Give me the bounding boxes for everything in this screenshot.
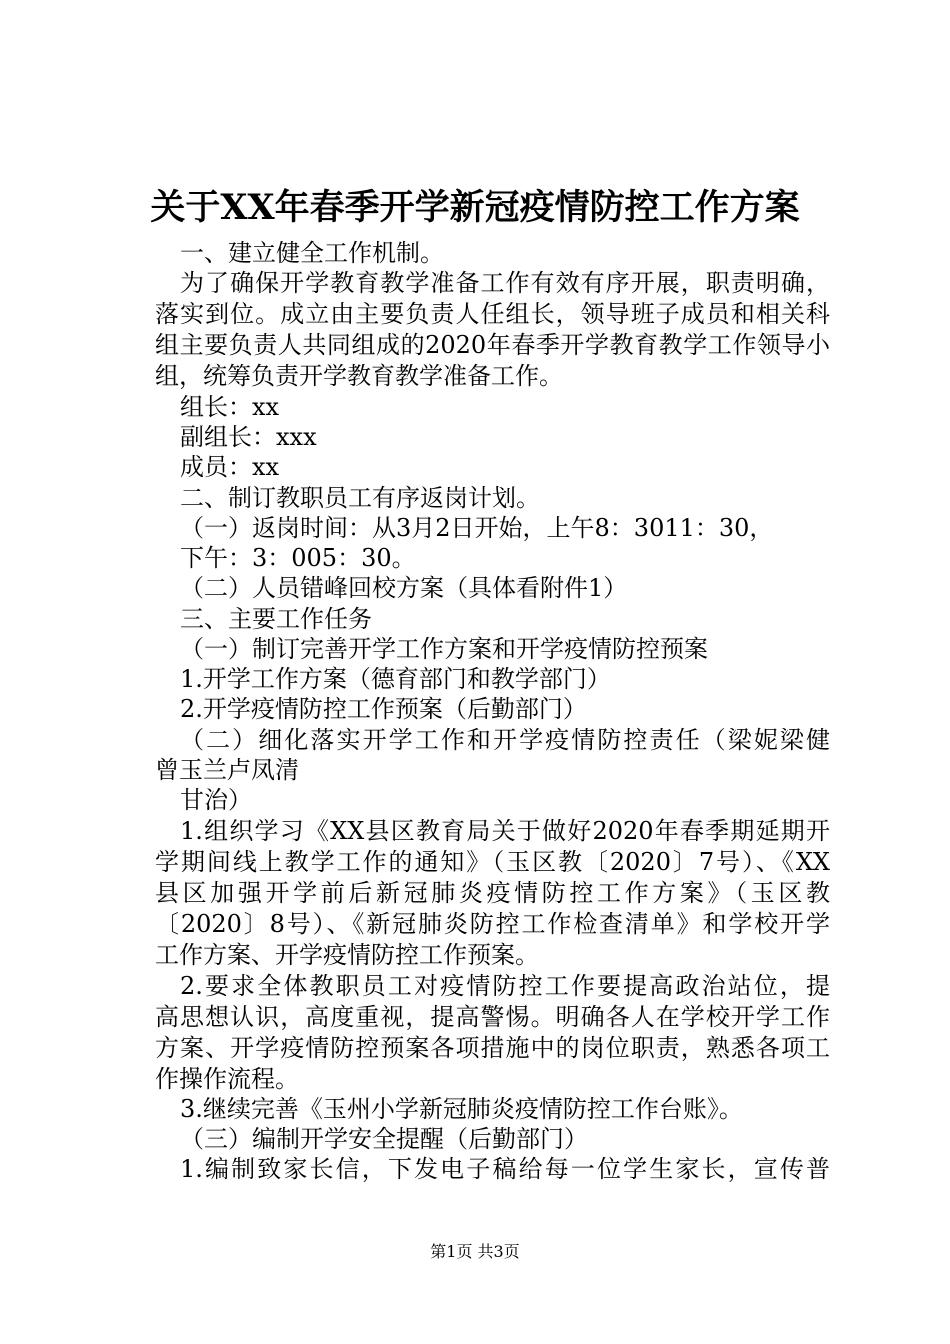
paragraph-line: 组主要负责人共同组成的2020年春季开学教育教学工作领导小 [155, 331, 830, 359]
paragraph-line: 工作方案、开学疫情防控工作预案。 [155, 941, 539, 969]
paragraph-line: 县区加强开学前后新冠肺炎疫情防控工作方案》（玉区教 [155, 879, 830, 907]
section-heading-2: 二、制订教职员工有序返岗计划。 [180, 484, 540, 512]
section-heading-3: 三、主要工作任务 [180, 605, 372, 633]
document-title: 关于XX年春季开学新冠疫情防控工作方案 [150, 187, 800, 228]
group-members: 成员：xx [180, 453, 280, 481]
paragraph-line: 作操作流程。 [155, 1065, 299, 1093]
paragraph-line: 方案、开学疫情防控预案各项措施中的岗位职责，熟悉各项工 [155, 1034, 830, 1062]
section-heading-1: 一、建立健全工作机制。 [180, 239, 444, 267]
paragraph-line: 〔2020〕8号）、《新冠肺炎防控工作检查清单》和学校开学 [155, 910, 830, 938]
paragraph-line: 组，统筹负责开学教育教学准备工作。 [155, 362, 563, 390]
paragraph-line: 1.编制致家长信，下发电子稿给每一位学生家长，宣传普 [180, 1155, 830, 1183]
paragraph-line: 曾玉兰卢凤清 [155, 756, 299, 784]
paragraph-line: 2.要求全体教职员工对疫情防控工作要提高政治站位，提 [180, 972, 830, 1000]
paragraph-line: 甘治） [180, 786, 252, 814]
paragraph-line: 1.开学工作方案（德育部门和教学部门） [180, 665, 611, 693]
paragraph-line: （三）编制开学安全提醒（后勤部门） [180, 1125, 588, 1153]
paragraph-line: 3.继续完善《玉州小学新冠肺炎疫情防控工作台账》。 [180, 1095, 743, 1123]
paragraph-line: 为了确保开学教育教学准备工作有效有序开展，职责明确， [180, 269, 830, 297]
paragraph-line: （一）返岗时间：从3月2日开始，上午8：3011：30， [180, 514, 774, 542]
paragraph-line: （一）制订完善开学工作方案和开学疫情防控预案 [180, 635, 708, 663]
paragraph-line: 2.开学疫情防控工作预案（后勤部门） [180, 695, 587, 723]
paragraph-line: （二）细化落实开学工作和开学疫情防控责任（梁妮梁健 [180, 726, 830, 754]
paragraph-line: 高思想认识，高度重视，提高警惕。明确各人在学校开学工作 [155, 1003, 830, 1031]
paragraph-line: 学期间线上教学工作的通知》（玉区教〔2020〕7号）、《XX [155, 848, 830, 876]
group-leader: 组长：xx [180, 393, 280, 421]
paragraph-line: 1.组织学习《XX县区教育局关于做好2020年春季期延期开 [180, 817, 830, 845]
page-number-footer: 第1页 共3页 [430, 1242, 520, 1261]
paragraph-line: 落实到位。成立由主要负责人任组长，领导班子成员和相关科 [155, 300, 830, 328]
paragraph-line: 下午：3：005：30。 [180, 544, 416, 572]
deputy-group-leader: 副组长：xxx [180, 423, 317, 451]
paragraph-line: （二）人员错峰回校方案（具体看附件1） [180, 574, 628, 602]
